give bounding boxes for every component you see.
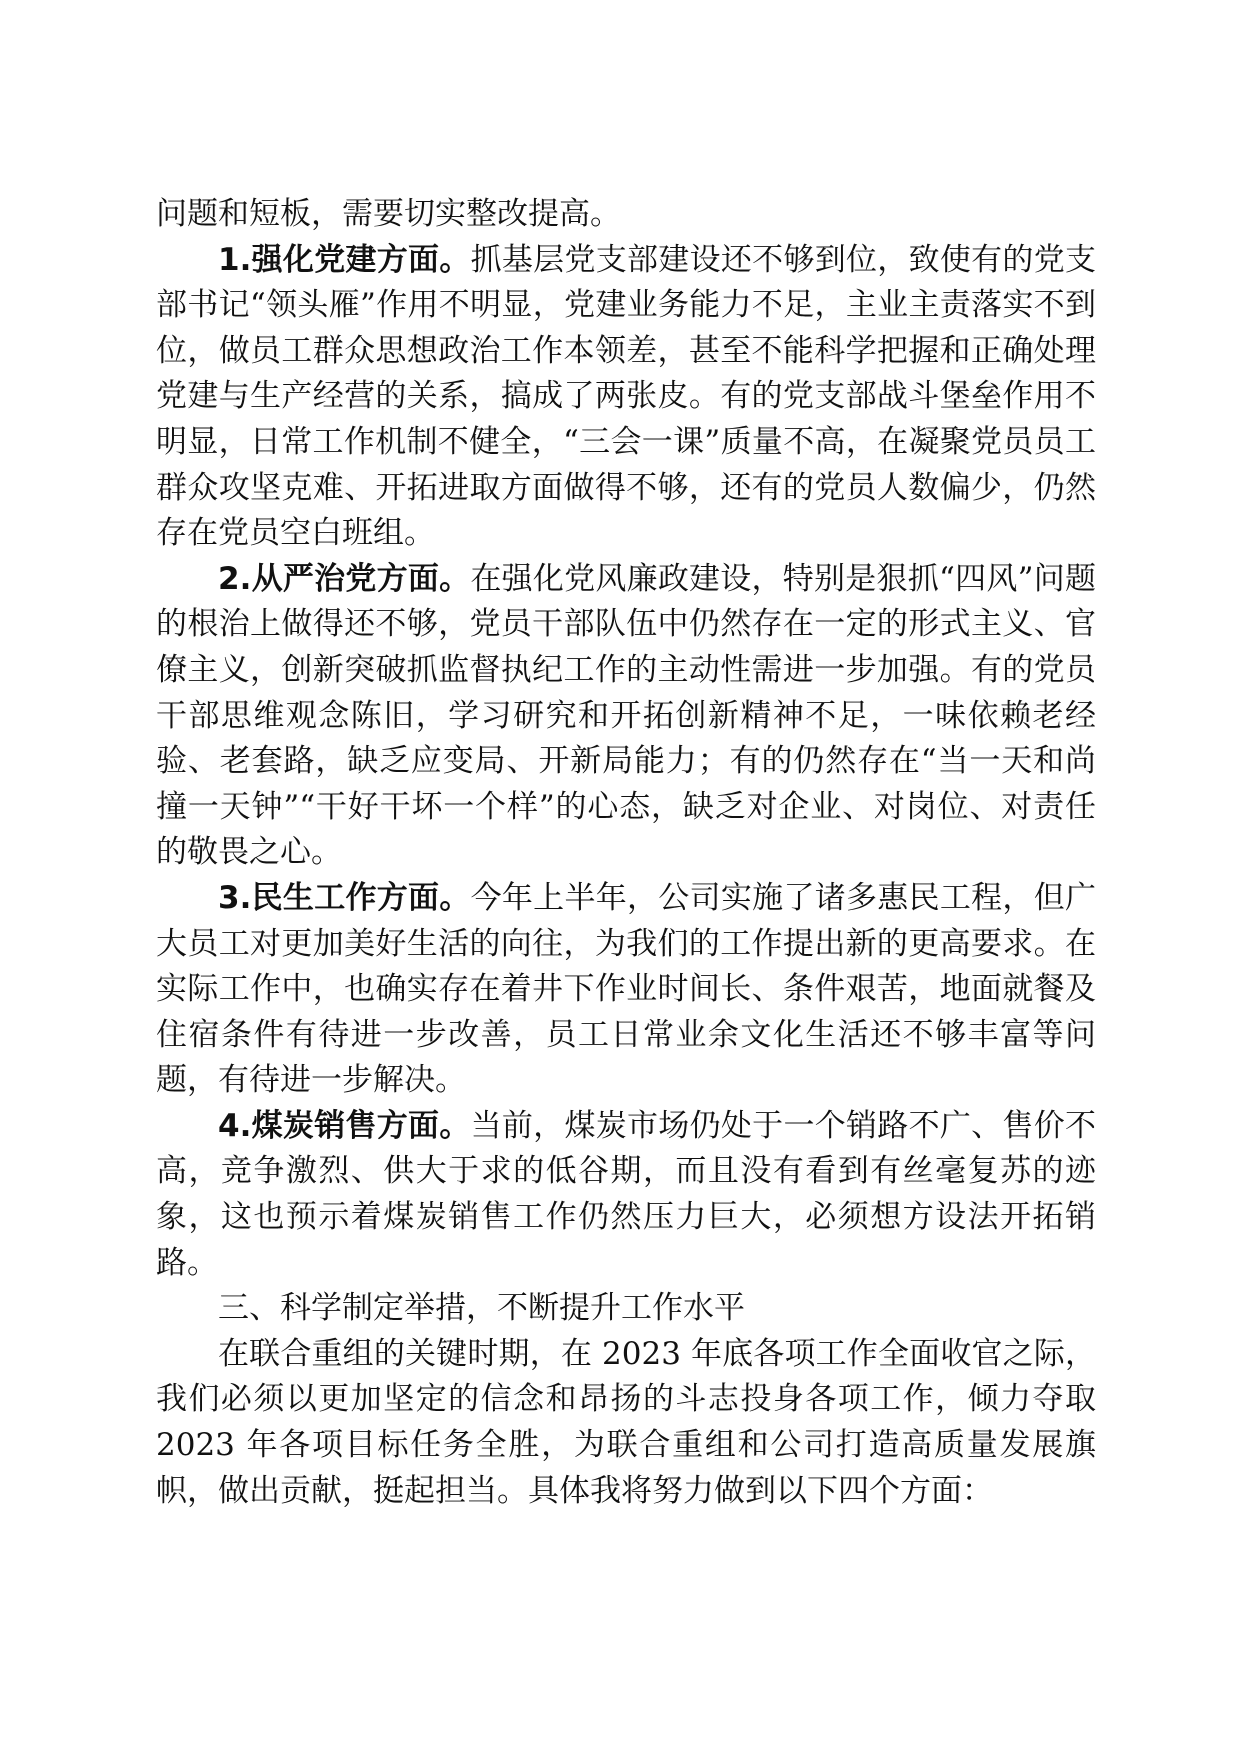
section-heading-text: 三、科学制定举措，不断提升工作水平 bbox=[218, 1290, 745, 1327]
paragraph-text: 在强化党风廉政建设，特别是狠抓“四风”问题的根治上做得还不够，党员干部队伍中仍然存在一定的形式主义、官僚主义，创新突破抓监督执纪工作的主动性需进一步加强。有的党员干部思维观念陈旧，学习研究和开拓创新精神不足，一味依赖老经验、老套路，缺乏应变局、开新局能力；有的仍然存在“当一天和尚撞一天钟”“干好干坏一个样”的心态，缺乏对企业、对岗位、对责任的敬畏之心。 bbox=[156, 560, 1096, 871]
paragraph-party-building bbox=[156, 238, 1096, 557]
paragraph-text: 在联合重组的关键时期，在 2023 年底各项工作全面收官之际，我们必须以更加坚定的信念和昂扬的斗志投身各项工作，倾力夺取 2023 年各项目标任务全胜，为联合重组和公司打造高质量发展旗帜，做出贡献，挺起担当。具体我将努力做到以下四个方面： bbox=[156, 1335, 1096, 1509]
paragraph-lead: 4.煤炭销售方面。 bbox=[218, 1107, 471, 1144]
paragraph-lead: 1.强化党建方面。 bbox=[218, 241, 471, 278]
document-page bbox=[156, 192, 1096, 1514]
paragraph-text: 今年上半年，公司实施了诸多惠民工程，但广大员工对更加美好生活的向往，为我们的工作提出新的更高要求。在实际工作中，也确实存在着井下作业时间长、条件艰苦，地面就餐及住宿条件有待进一步改善，员工日常业余文化生活还不够丰富等问题，有待进一步解决。 bbox=[156, 879, 1096, 1099]
paragraph-lead: 3.民生工作方面。 bbox=[218, 879, 471, 916]
paragraph-lead: 2.从严治党方面。 bbox=[218, 560, 471, 597]
paragraph-measures bbox=[156, 1332, 1096, 1514]
paragraph-text: 当前，煤炭市场仍处于一个销路不广、售价不高，竞争激烈、供大于求的低谷期，而且没有看到有丝毫复苏的迹象，这也预示着煤炭销售工作仍然压力巨大，必须想方设法开拓销路。 bbox=[156, 1107, 1096, 1281]
paragraph-text: 抓基层党支部建设还不够到位，致使有的党支部书记“领头雁”作用不明显，党建业务能力不足，主业主责落实不到位，做员工群众思想政治工作本领差，甚至不能科学把握和正确处理党建与生产经营的关系，搞成了两张皮。有的党支部战斗堡垒作用不明显，日常工作机制不健全，“三会一课”质量不高，在凝聚党员员工群众攻坚克难、开拓进取方面做得不够，还有的党员人数偏少，仍然存在党员空白班组。 bbox=[156, 241, 1096, 552]
section-heading bbox=[156, 1286, 1096, 1332]
paragraph-continuation bbox=[156, 192, 1096, 238]
paragraph-text: 问题和短板，需要切实整改提高。 bbox=[156, 196, 621, 232]
paragraph-coal-sales bbox=[156, 1104, 1096, 1286]
paragraph-strict-governance bbox=[156, 557, 1096, 876]
paragraph-livelihood bbox=[156, 876, 1096, 1104]
